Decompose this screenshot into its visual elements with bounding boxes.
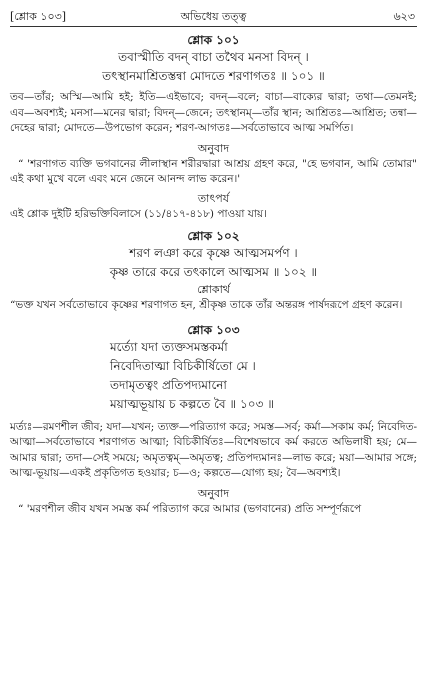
verse-103-translation: “ 'মরণশীল জীব যখন সমস্ত কর্ম পরিত্যাগ করে আমার (ভগবানের) প্রতি সম্পূর্ণরূপে xyxy=(18,502,362,515)
page-header xyxy=(10,6,417,28)
verse-101-translation: “ 'শরণাগত ব্যক্তি ভগবানের লীলাস্থান শরীরদ্বারা আশ্রয় গ্রহণ করে, "হে ভগবান, আমি তোমার" এই কথা মুখে বলে এবং মনে জেনে আনন্দ লাভ করেন।' xyxy=(10,157,417,185)
page-number: ৬২৩ xyxy=(393,10,415,23)
verse-101-purport: এই শ্লোক দুইটি হরিভক্তিবিলাসে (১১/৪১৭-৪১৮) পাওয়া যায়। xyxy=(10,207,267,220)
verse-102-line-2: কৃষ্ণ তারে করে তৎকালে আত্মসম ॥ ১০২ ॥ xyxy=(109,265,318,279)
verse-102-line-1: শরণ লঞা করে কৃষ্ণে আত্মসমর্পণ । xyxy=(129,246,298,260)
header-chapter-title: অভিধেয় তত্ত্ব xyxy=(180,10,247,23)
verse-102-meaning: “ভক্ত যখন সর্বতোভাবে কৃষ্ণের শরণাগত হন, শ্রীকৃষ্ণ তাকে তাঁর অন্তরঙ্গ পার্ষদরূপে গ্রহণ করেন। xyxy=(10,299,403,311)
verse-101-translation-label: অনুবাদ xyxy=(197,141,230,155)
verse-102-heading: শ্লোক ১০২ xyxy=(187,229,240,243)
verse-101-synonyms: তব—তাঁর; অস্মি—আমি হই; ইতি—এইভাবে; বদন্—বলে; বাচা—বাক্যের দ্বারা; তথা—তেমনই; এব—অবশ্যই; মনসা—মনের দ্বারা; বিদন্—জেনে; তৎস্থানম্—তাঁর স্থান; আশ্রিতঃ—আশ্রিত; তন্বা—দেহের দ্বারা; মোদতে—উপভোগ করেন; শরণ-আগতঃ—সর্বতোভাবে আত্ম সমর্পিত। xyxy=(10,91,417,134)
verse-103-synonyms: মর্ত্যঃ—রমণশীল জীব; যদা—যখন; ত্যক্ত—পরিত্যাগ করে; সমস্ত—সর্ব; কর্মা—সকাম কর্ম; নিবেদিত-আত্মা—সর্বতোভাবে শরণাগত আত্মা; বিচিকীর্ষিতঃ—বিশেষভাবে কর্ম করতে অভিলাষী হয়; মে—আমার দ্বারা; তদা—সেই সময়ে; অমৃতত্বম্—অমৃতত্ব; প্রতিপদ্যমানঃ—লাভ করে; ময়া—আমার সঙ্গে; আত্ম-ভূয়ায়—একই প্রকৃতিগত হওয়ার; চ—ও; কল্পতে—যোগ্য হয়; বৈ—অবশ্যই। xyxy=(10,420,417,479)
verse-103-line-2: নিবেদিতাত্মা বিচিকীর্ষিতো মে । xyxy=(110,358,256,373)
verse-101-heading: শ্লোক ১০১ xyxy=(187,33,240,47)
verse-101-purport-label: তাৎপর্য xyxy=(197,191,230,205)
verse-103-line-1: মর্ত্যো যদা ত্যক্তসমস্তকর্মা xyxy=(110,339,228,354)
verse-101-line-1: তবাস্মীতি বদন্ বাচা তথৈব মনসা বিদন্ । xyxy=(118,50,309,64)
verse-101-line-2: তৎস্থানমাশ্রিতস্তন্বা মোদতে শরণাগতঃ ॥ ১০১ ॥ xyxy=(102,69,325,83)
verse-103-translation-label: অনুবাদ xyxy=(197,486,230,500)
header-verse-ref: [শ্লোক ১০৩] xyxy=(10,10,67,23)
verse-103-line-4: ময়াত্মভূয়ায় চ কল্পতে বৈ ॥ ১০৩ ॥ xyxy=(110,396,274,411)
verse-103-line-3: তদামৃতত্বং প্রতিপদ্যমানো xyxy=(110,377,227,392)
verse-103-heading: শ্লোক ১০৩ xyxy=(187,322,240,337)
book-page xyxy=(10,0,417,677)
header-rule xyxy=(10,26,417,27)
verse-102-meaning-label: শ্লোকার্থ xyxy=(197,283,230,296)
